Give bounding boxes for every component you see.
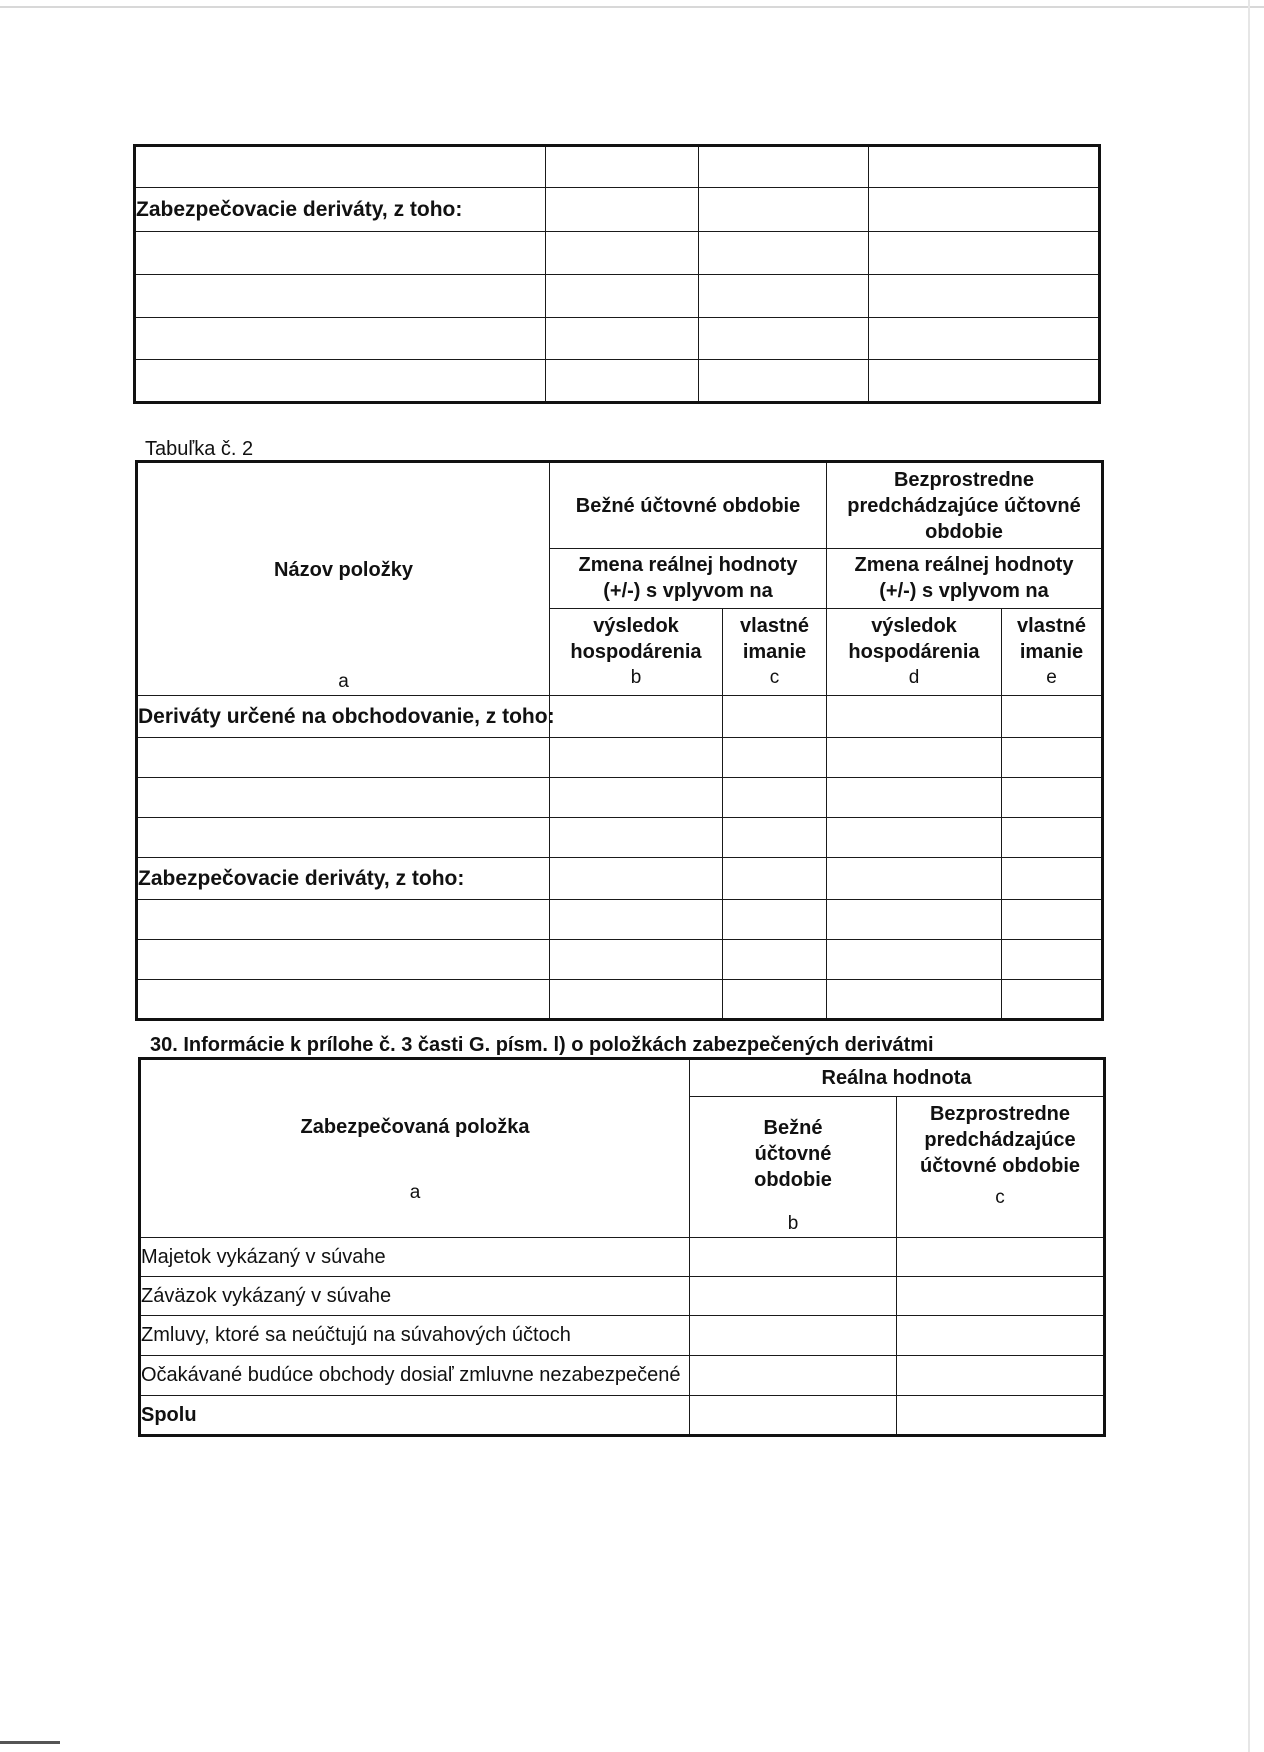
table-row [135,275,1100,318]
cell [699,188,869,232]
cell [1002,858,1103,900]
column-code-c: c [995,1187,1005,1208]
table-row [140,1277,1105,1316]
fv-change-previous-header: Zmena reálnej hodnoty (+/-) s vplyvom na [827,549,1103,609]
cell [137,900,550,940]
cell [827,980,1002,1020]
cell [550,778,723,818]
cell [699,318,869,360]
table-row [140,1396,1105,1436]
table-row [137,696,1103,738]
cell [137,778,550,818]
cell [723,778,827,818]
column-code-a: a [409,1182,421,1203]
cell [1002,900,1103,940]
cell [137,738,550,778]
cell [869,275,1100,318]
table-3 [138,1057,1106,1437]
current-period-label: Bežné účtovné obdobie [754,1117,832,1191]
table-row [137,818,1103,858]
cell [550,818,723,858]
item-name-header [137,462,550,696]
cell [690,1238,897,1277]
cell [869,318,1100,360]
equity-label: vlastné imanie [740,614,809,663]
table-row [140,1059,1105,1097]
cell [723,858,827,900]
table-row [135,146,1100,188]
cell [1002,940,1103,980]
column-code-d: d [908,666,920,688]
equity-header-previous [1002,608,1103,695]
row-label: Majetok vykázaný v súvahe [140,1238,690,1277]
hedged-item-header [140,1059,690,1238]
cell [1002,696,1103,738]
cell [550,980,723,1020]
table-row [135,188,1100,232]
cell [135,318,546,360]
cell [699,232,869,275]
column-code-e: e [1046,666,1057,688]
cell [546,232,699,275]
cell [546,275,699,318]
previous-period-label: Bezprostredne predchádzajúce účtovné obdobie [920,1103,1080,1177]
cell [723,738,827,778]
table-2-caption: Tabuľka č. 2 [145,438,254,460]
cell [550,900,723,940]
cell [546,318,699,360]
cell [135,146,546,188]
total-label: Spolu [140,1396,690,1436]
cell [723,980,827,1020]
page-edge-bottom [0,1741,60,1744]
cell [137,818,550,858]
trading-derivatives-label: Deriváty určené na obchodovanie, z toho: [137,696,550,738]
table-row [137,858,1103,900]
cell [546,188,699,232]
section-30-title: 30. Informácie k prílohe č. 3 časti G. písm. l) o položkách zabezpečených derivátmi [150,1034,934,1056]
cell [723,900,827,940]
cell [897,1238,1105,1277]
cell [897,1277,1105,1316]
cell [699,360,869,403]
cell [1002,738,1103,778]
cell [135,275,546,318]
cell [546,360,699,403]
cell [869,188,1100,232]
cell [546,146,699,188]
table-row [137,900,1103,940]
cell [827,818,1002,858]
column-code-b: b [787,1213,799,1234]
previous-period-header: Bezprostredne predchádzajúce účtovné obdobie [827,462,1103,549]
cell [723,818,827,858]
cell [690,1316,897,1356]
cell [827,778,1002,818]
cell [827,940,1002,980]
cell [135,360,546,403]
table-row [135,360,1100,403]
page-edge-top [0,6,1264,8]
cell [869,146,1100,188]
table-row [140,1316,1105,1356]
cell [1002,818,1103,858]
table-row [137,738,1103,778]
current-period-header: Bežné účtovné obdobie [550,462,827,549]
table-row [137,980,1103,1020]
cell [827,696,1002,738]
cell [827,858,1002,900]
cell [135,232,546,275]
column-code-c: c [769,666,780,688]
result-header-current [550,608,723,695]
cell [1002,980,1103,1020]
hedging-derivatives-label: Zabezpečovacie deriváty, z toho: [137,858,550,900]
cell [699,146,869,188]
table-2 [135,460,1104,1021]
cell [690,1356,897,1396]
fair-value-header: Reálna hodnota [690,1059,1105,1097]
cell [869,360,1100,403]
cell [550,696,723,738]
row-label: Zmluvy, ktoré sa neúčtujú na súvahových účtoch [140,1316,690,1356]
page-edge-right [1248,0,1250,1752]
previous-period-header [897,1097,1105,1238]
result-header-previous [827,608,1002,695]
item-name-label: Názov položky [274,559,413,581]
cell [827,738,1002,778]
cell [550,738,723,778]
column-code-a: a [338,671,349,692]
table-row [137,462,1103,549]
equity-header-current [723,608,827,695]
table-row [137,778,1103,818]
table-row [135,232,1100,275]
cell [137,940,550,980]
table-row [140,1356,1105,1396]
cell [550,858,723,900]
cell [869,232,1100,275]
hedged-item-label: Zabezpečovaná položka [300,1116,530,1138]
current-period-header [690,1097,897,1238]
column-code-b: b [630,666,642,688]
cell [897,1396,1105,1436]
cell [897,1356,1105,1396]
cell [827,900,1002,940]
fv-change-current-header: Zmena reálnej hodnoty (+/-) s vplyvom na [550,549,827,609]
cell [690,1277,897,1316]
table-row [137,940,1103,980]
table-1 [133,144,1101,404]
cell [723,940,827,980]
equity-label: vlastné imanie [1017,614,1086,663]
row-label: Záväzok vykázaný v súvahe [140,1277,690,1316]
cell [897,1316,1105,1356]
cell [1002,778,1103,818]
hedging-derivatives-label: Zabezpečovacie deriváty, z toho: [135,188,546,232]
cell [550,940,723,980]
cell [690,1396,897,1436]
cell [699,275,869,318]
result-label: výsledok hospodárenia [570,614,702,663]
cell [723,696,827,738]
row-label: Očakávané budúce obchody dosiaľ zmluvne nezabezpečené [140,1356,690,1396]
table-row [140,1238,1105,1277]
result-label: výsledok hospodárenia [848,614,980,663]
table-row [135,318,1100,360]
cell [137,980,550,1020]
